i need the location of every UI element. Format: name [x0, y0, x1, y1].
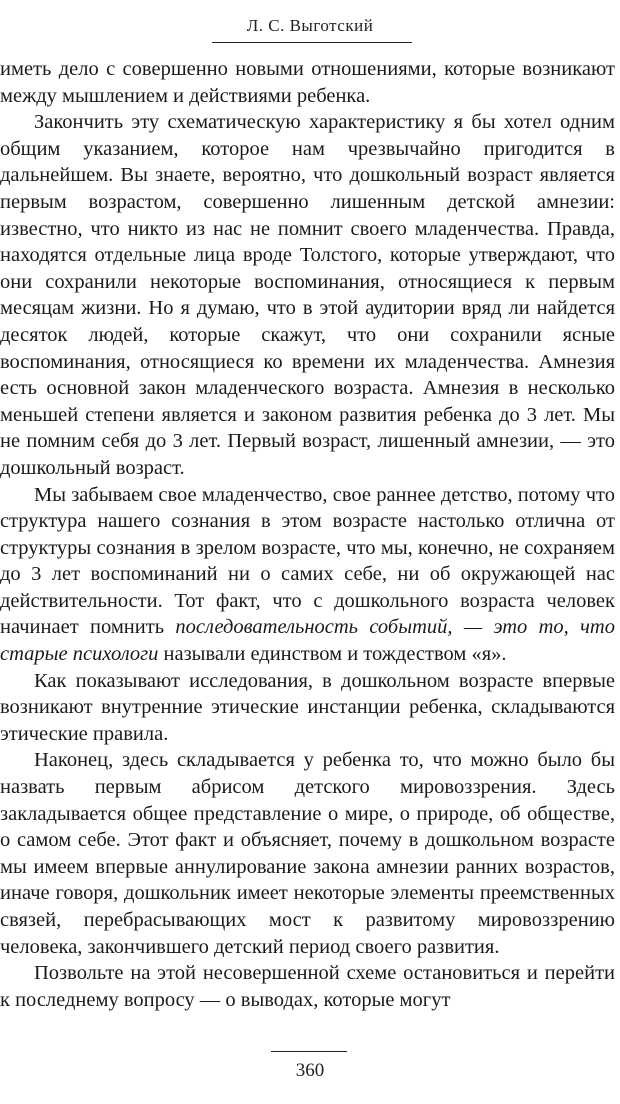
paragraph-5: Наконец, здесь складывается у ребенка то, что можно было бы назвать первым абрисом детского мировоззрения. Здесь закладывается общее представление о мире, о природе, об обществе, о самом себе. Этот факт и объясняет, почему в дошкольном возрасте мы имеем впервые аннулирование закона амнезии ранних возрастов, иначе говоря, дошкольник имеет некоторые элементы преемственных связей, перебрасывающих мост к развитому мировоззрению человека, закончившего детский период своего развития. [0, 749, 615, 958]
body-text [0, 56, 615, 1013]
header-rule [212, 42, 412, 43]
paragraph-3-start: Мы забываем свое младенчество, свое раннее детство, потому что структура нашего сознания в этом возрасте настолько отлична от структуры сознания в зрелом возрасте, что мы, конечно, не сохраняем до 3 лет воспоминаний ни о самих себе, ни об окружающей нас действительности. Тот факт, что с дошкольного возраста человек начинает помнить [0, 483, 615, 639]
paragraph-3-end: называли единством и тождеством «я». [158, 643, 507, 666]
paragraph-6: Позвольте на этой несовершенной схеме остановиться и перейти к последнему вопросу — о выводах, которые могут [0, 962, 615, 1011]
paragraph-2: Закончить эту схематическую характеристику я бы хотел одним общим указанием, которое нам чрезвычайно пригодится в дальнейшем. Вы знаете, вероятно, что дошкольный возраст является первым возрастом, совершенно лишенным детской амнезии: известно, что никто из нас не помнит своего младенчества. Правда, находятся отдельные лица вроде Толстого, которые утверждают, что они сохранили некоторые воспоминания, относящиеся к первым месяцам жизни. Но я думаю, что в этой аудитории вряд ли найдется десяток людей, которые скажут, что они сохранили ясные воспоминания, относящиеся ко времени их младенчества. Амнезия есть основной закон младенческого возраста. Амнезия в несколько меньшей степени является и законом развития ребенка до 3 лет. Мы не помним себя до 3 лет. Первый возраст, лишенный амнезии, — это дошкольный возраст. [0, 111, 615, 479]
paragraph-1: иметь дело с совершенно новыми отношениями, которые возникают между мышлением и действиями ребенка. [0, 58, 615, 107]
paragraph-3 [0, 482, 615, 668]
running-head: Л. С. Выготский [246, 16, 374, 35]
paragraph-4: Как показывают исследования, в дошкольном возрасте впервые возникают внутренние этические инстанции ребенка, складываются этические правила. [0, 669, 615, 745]
paragraph-3-italic: последовательность событий, — это то, что старые психологи [0, 616, 615, 666]
footer-rule [271, 1051, 347, 1052]
page-number: 360 [295, 1060, 325, 1081]
